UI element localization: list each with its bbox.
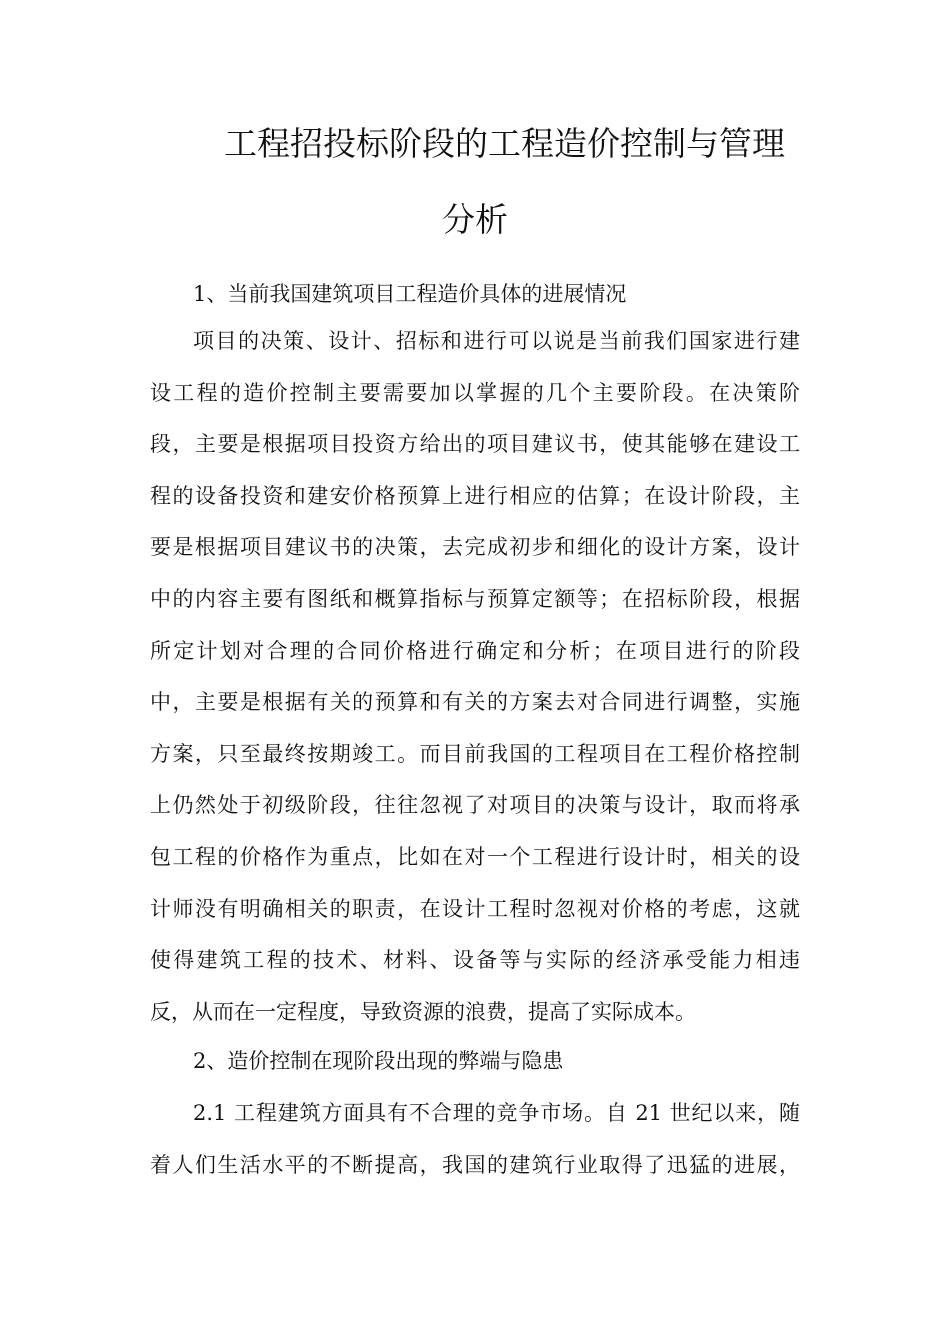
paragraph-line: 段，主要是根据项目投资方给出的项目建议书，使其能够在建设工: [150, 432, 800, 457]
paragraph-line: 着人们生活水平的不断提高，我国的建筑行业取得了迅猛的进展，: [150, 1152, 800, 1177]
paragraph-line: 设工程的造价控制主要需要加以掌握的几个主要阶段。在决策阶: [150, 380, 800, 405]
paragraph-line: 包工程的价格作为重点，比如在对一个工程进行设计时，相关的设: [150, 844, 800, 869]
paragraph-line: 反，从而在一定程度，导致资源的浪费，提高了实际成本。: [150, 999, 696, 1024]
paragraph-line: 要是根据项目建议书的决策，去完成初步和细化的设计方案，设计: [150, 535, 800, 560]
section-1-paragraph: [150, 316, 800, 1038]
document-title-line-2: 分析: [442, 200, 508, 239]
paragraph-line: 使得建筑工程的技术、材料、设备等与实际的经济承受能力相违: [150, 948, 800, 973]
document-title-line-1: 工程招投标阶段的工程造价控制与管理: [224, 124, 785, 163]
section-2-heading: 2、造价控制在现阶段出现的弊端与隐患: [193, 1049, 564, 1073]
paragraph-line: 2.1 工程建筑方面具有不合理的竞争市场。自 21 世纪以来，随: [193, 1101, 800, 1125]
section-2-paragraph: [150, 1088, 800, 1191]
section-1-heading: 1、当前我国建筑项目工程造价具体的进展情况: [193, 282, 627, 306]
paragraph-line: 程的设备投资和建安价格预算上进行相应的估算；在设计阶段，主: [150, 483, 800, 508]
paragraph-line: 项目的决策、设计、招标和进行可以说是当前我们国家进行建: [193, 329, 800, 353]
paragraph-line: 中的内容主要有图纸和概算指标与预算定额等；在招标阶段，根据: [150, 586, 800, 611]
paragraph-line: 中，主要是根据有关的预算和有关的方案去对合同进行调整，实施: [150, 690, 800, 715]
paragraph-line: 所定计划对合理的合同价格进行确定和分析；在项目进行的阶段: [150, 638, 800, 663]
paragraph-line: 方案，只至最终按期竣工。而目前我国的工程项目在工程价格控制: [150, 741, 800, 766]
paragraph-line: 计师没有明确相关的职责，在设计工程时忽视对价格的考虑，这就: [150, 896, 800, 921]
paragraph-line: 上仍然处于初级阶段，往往忽视了对项目的决策与设计，取而将承: [150, 793, 800, 818]
